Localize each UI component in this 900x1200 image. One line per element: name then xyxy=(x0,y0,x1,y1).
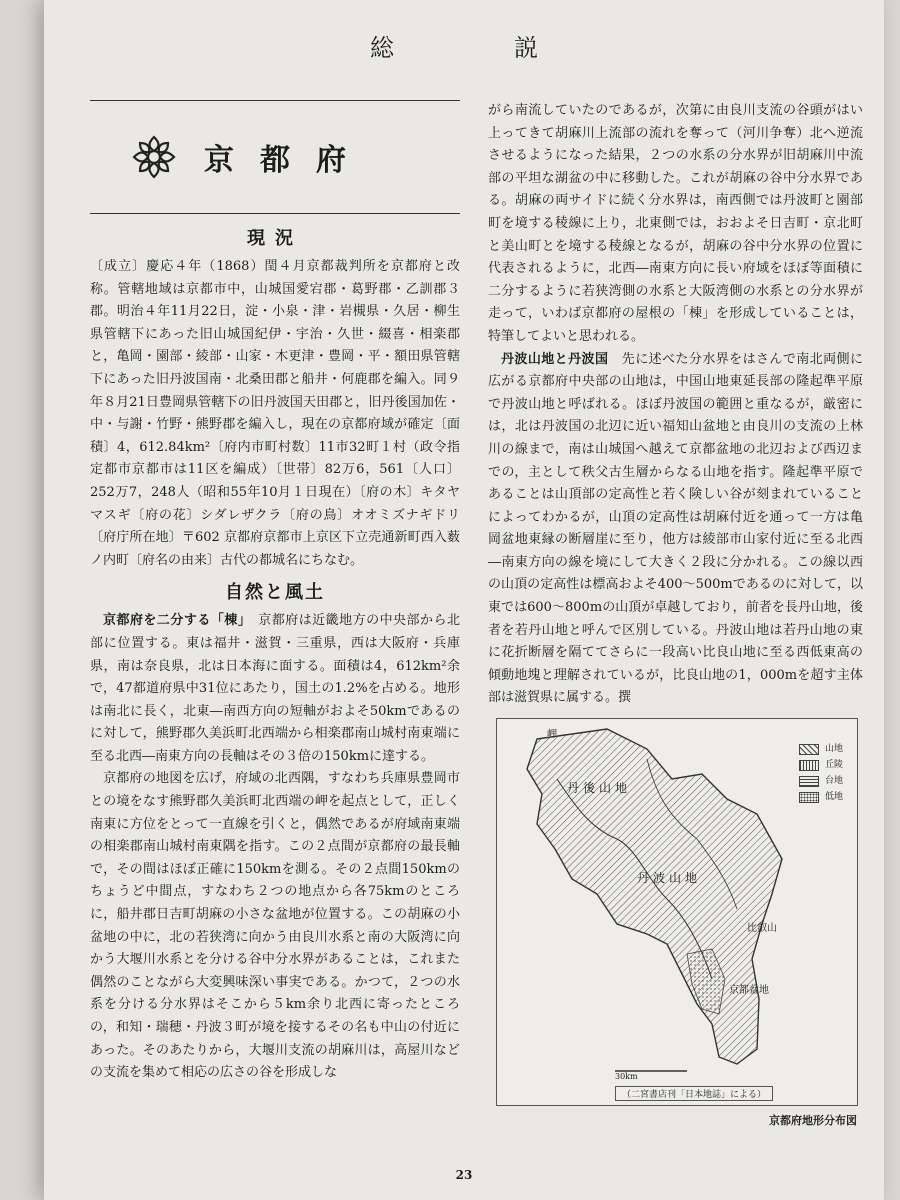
status-paragraph: 〔成立〕慶応４年（1868）閏４月京都裁判所を京都府と改称。管轄地域は京都市中，山城国愛宕郡・葛野郡・乙訓郡３郡。明治４年11月22日，淀・小泉・津・岩槻県・久居・柳生県管轄下にあった旧山城国紀伊・宇治・久世・綴喜・相楽郡と，亀岡・園部・綾部・山家・木更津・豊岡・平・額田県管轄下にあった旧丹波国南・北桑田郡と船井・何鹿郡を編入。同９年８月21日豊岡県管轄下の旧丹波国天田郡と，旧丹後国加佐・中・与謝・竹野・熊野郡を編入し，現在の京都府域が確定〔面積〕4，612.84km²〔府内市町村数〕11市32町１村（政令指定都市京都市は11区を編成）〔世帯〕82万6，561〔人口〕252万7，248人（昭和55年10月１日現在）〔府の木〕キタヤマスギ〔府の花〕シダレザクラ〔府の鳥〕オオミズナギドリ〔府庁所在地〕〒602 京都府京都市上京区下立売通新町西入薮ノ内町〔府名の由来〕古代の都城名にちなむ。 xyxy=(90,259,460,568)
legend-swatch-mountain xyxy=(799,744,819,755)
legend-item xyxy=(799,789,843,805)
terrain-map xyxy=(496,718,858,1106)
prefecture-outline xyxy=(527,729,782,1064)
legend-label: 丘陵 xyxy=(824,760,843,771)
mid-rule xyxy=(90,213,460,214)
nature-lead: 京都府を二分する「棟」 xyxy=(103,613,245,629)
prefecture-heading xyxy=(90,101,460,213)
legend-item xyxy=(799,741,843,757)
legend-item xyxy=(799,757,843,773)
tanba-lead: 丹波山地と丹波国 xyxy=(501,351,609,367)
map-source: （二宮書店刊「日本地誌」による） xyxy=(615,1086,773,1101)
page xyxy=(44,0,884,1200)
tanba-paragraph-text: 先に述べた分水界をはさんで南北両側に広がる京都府中央部の山地は，中国山地東延長部の隆起準平原で丹波山地と呼ばれる。ほぼ丹波国の範囲と重なるが，厳密には，北は丹波国の北辺に近い福知山盆地と由良川の支流の上林川の線まで，南は山城国へ越えて京都盆地の北辺および西辺までの，主として秩父古生層からなる山地を指す。隆起準平原であることは山頂部の定高性と若く険しい谷が刻まれていることによってわかるが，山頂の定高性は胡麻付近を通って一方は亀岡盆地東縁の断層崖に至り，他方は綾部市山家付近に至る北西―南東方向の線を境にして大きく２段に分かれる。この線以西の山頂の定高性は標高およそ400～500mであるのに対して，以東では600～800mの山頂が卓越しており，前者を長丹山地，後者を若丹山地と呼んで区別している。丹波山地は若丹山地の東に花折断層を隔ててさらに一段高い比良山地に至る西低東高の傾動地塊と理解されているが，比良山地の1，000mを超す主体部は滋賀県に属する。撰 xyxy=(488,351,863,706)
section-title-nature: 自然と風土 xyxy=(225,582,325,604)
map-label-hiei: 比叡山 xyxy=(747,923,777,935)
legend-swatch-hill xyxy=(799,760,819,771)
prefecture-name: 京都府 xyxy=(204,143,372,178)
prefecture-crest-icon xyxy=(130,133,178,181)
right-column xyxy=(488,100,863,1128)
legend-swatch-plateau xyxy=(799,776,819,787)
map-label-cape: 岬 xyxy=(547,729,557,741)
map-label-tango: 丹後山地 xyxy=(567,781,632,796)
tanba-paragraph xyxy=(488,349,863,711)
legend-item xyxy=(799,773,843,789)
map-label-kyoto: 京都盆地 xyxy=(729,985,769,997)
legend-label: 台地 xyxy=(824,776,843,787)
legend-label: 低地 xyxy=(824,792,843,803)
nature-paragraph-1 xyxy=(90,610,460,768)
map-label-tanba: 丹波山地 xyxy=(637,871,702,886)
right-paragraph-1: がら南流していたのであるが，次第に由良川支流の谷頭がはい上ってきて胡麻川上流部の流れを奪って（河川争奪）北へ逆流させるようになった結果，２つの水系の分水界が旧胡麻川中流部の平坦な湖盆の中に移動した。これが胡麻の谷中分水界である。胡麻の両サイドに続く分水界は，南西側では丹波町と園部町を境する稜線に上り，北東側では，おおよそ日吉町・京北町と美山町とを境する稜線となるが，胡麻の谷中分水界の位置に代表されるように，北西―南東方向に長い府域をほぼ等面積に二分するように若狭湾側の水系と大阪湾側の水系との分水界が走って，いわば京都府の屋根の「棟」を形成していることは，特筆してよいと思われる。 xyxy=(488,103,863,344)
section-title-status: 現況 xyxy=(247,228,303,249)
legend-swatch-lowland xyxy=(799,792,819,803)
map-legend xyxy=(799,741,843,805)
nature-paragraph-2: 京都府の地図を広げ，府域の北西隅，すなわち兵庫県豊岡市との境をなす熊野郡久美浜町北西端の岬を起点として，正しく南東に方位をとって一直線を引くと，偶然であるが府域南東端の相楽郡南山城村南東隅を指す。この２点間が京都府の最長軸で，その間はほぼ正確に150kmを測る。その２点間150kmのちょうど中間点，すなわち２つの地点から各75kmのところに，船井郡日吉町胡麻の小さな盆地が位置する。この胡麻の小盆地の中に，北の若狭湾に向かう由良川水系と南の大阪湾に向かう大堰川水系とを分ける谷中分水界があることは，これまた偶然のことながら大変興味深い事実である。かつて，２つの水系を分ける分水界はそこから５km余り北西に寄ったところの，和知・瑞穂・丹波３町が境を接するその名も中山の付近にあった。そのあたりから，大堰川支流の胡麻川は，高屋川などの支流を集めて相応の広さの谷を形成しな xyxy=(90,771,460,1081)
map-caption: 京都府地形分布図 xyxy=(769,1114,857,1128)
nature-paragraph-1-text: 京都府は近畿地方の中央部から北部に位置する。東は福井・滋賀・三重県，西は大阪府・兵庫県，南は奈良県，北は日本海に面する。面積は4，612km²余で，47都道府県中31位にあたり，国土の1.2%を占める。地形は南北に長く，北東―南西方向の短軸がおよそ50kmであるのに対して，熊野郡久美浜町北西端から相楽郡南山城村南東端に至る北西―南東方向の長軸はその３倍の150kmに達する。 xyxy=(90,613,460,764)
left-column xyxy=(90,100,460,1085)
page-number: 23 xyxy=(455,1168,473,1182)
map-scale: 30km xyxy=(615,1072,638,1082)
chapter-title: 総説 xyxy=(370,34,658,62)
legend-label: 山地 xyxy=(824,744,843,755)
